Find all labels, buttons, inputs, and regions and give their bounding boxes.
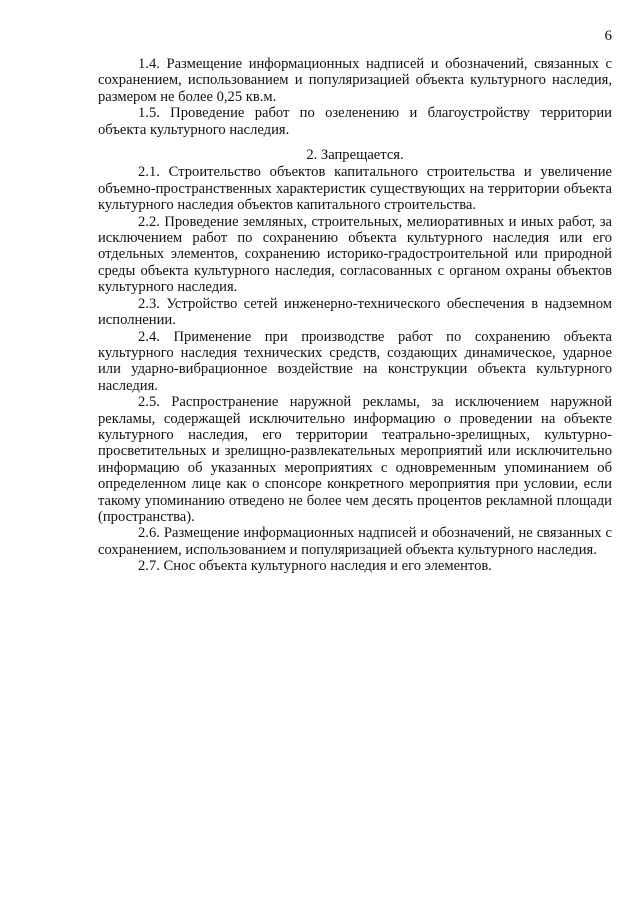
document-body [98, 56, 612, 575]
paragraph-2-6: 2.6. Размещение информационных надписей и обозначений, не связанных с сохранением, использованием и популяризацией объекта культурного наследия. [98, 525, 612, 558]
paragraph-1-4: 1.4. Размещение информационных надписей и обозначений, связанных с сохранением, использованием и популяризацией объекта культурного наследия, размером не более 0,25 кв.м. [98, 56, 612, 105]
paragraph-2-4: 2.4. Применение при производстве работ по сохранению объекта культурного наследия технических средств, создающих динамическое, ударное или ударно-вибрационное воздействие на конструкции объекта культурного наследия. [98, 328, 612, 394]
section-heading-prohibited: 2. Запрещается. [306, 147, 404, 164]
paragraph-1-5: 1.5. Проведение работ по озеленению и благоустройству территории объекта культурного наследия. [98, 105, 612, 138]
page-number: 6 [604, 28, 612, 44]
paragraph-2-7: 2.7. Снос объекта культурного наследия и его элементов. [138, 558, 492, 575]
paragraph-2-3: 2.3. Устройство сетей инженерно-технического обеспечения в надземном исполнении. [98, 295, 612, 329]
paragraph-2-5: 2.5. Распространение наружной рекламы, за исключением наружной рекламы, содержащей исключительно информацию о проведении на объекте культурного наследия, его территории театрально-зрелищных, культурно-просветительных и зрелищно-развлекательных мероприятий или исключительно информацию об указанных мероприятиях с одновременным упоминанием об определенном лице как о спонсоре конкретного мероприятия при условии, если такому упоминанию отведено не более чем десять процентов рекламной площади (пространства). [98, 394, 612, 525]
paragraph-2-2: 2.2. Проведение земляных, строительных, мелиоративных и иных работ, за исключением работ по сохранению объекта культурного наследия или его отдельных элементов, сохранению историко-градостроительной или природной среды объекта культурного наследия, согласованных с органом охраны объектов культурного наследия. [98, 213, 612, 296]
paragraph-2-1: 2.1. Строительство объектов капитального строительства и увеличение объемно-пространственных характеристик существующих на территории объекта культурного наследия объектов капитального строительства. [98, 164, 612, 214]
